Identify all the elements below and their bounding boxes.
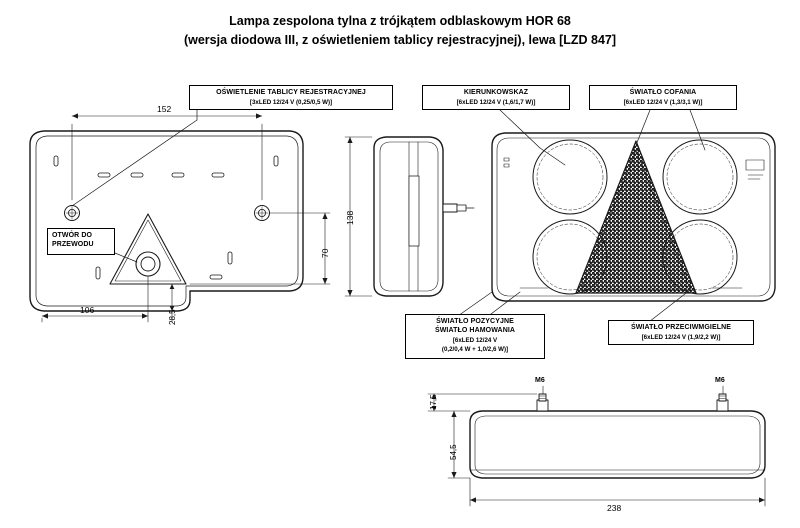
callout-position-light-title: ŚWIATŁO POZYCYJNE bbox=[436, 318, 514, 325]
callout-brake-light-title: ŚWIATŁO HAMOWANIA bbox=[434, 327, 516, 334]
callout-turn-indicator bbox=[422, 85, 570, 110]
label-bolt-left: M6 bbox=[535, 377, 545, 384]
callout-turn-indicator-title: KIERUNKOWSKAZ bbox=[463, 89, 529, 96]
dim-bottom-width: 238 bbox=[607, 503, 622, 513]
dim-width-bottom: 106 bbox=[80, 305, 95, 315]
callout-turn-indicator-spec: [6xLED 12/24 V (1,6/1,7 W)] bbox=[456, 99, 536, 106]
dim-height-right: 70 bbox=[320, 248, 330, 258]
callout-position-brake-spec2: (0,2/0,4 W + 1,0/2,6 W)] bbox=[441, 346, 509, 353]
callout-cable-hole-line2: PRZEWODU bbox=[52, 241, 94, 248]
dim-bottom-height: 54,5 bbox=[449, 444, 458, 460]
lens-front-view bbox=[492, 133, 775, 301]
page-title-line1: Lampa zespolona tylna z trójkątem odblaskowym HOR 68 bbox=[229, 14, 571, 28]
callout-fog-light bbox=[608, 320, 754, 345]
callout-plate-light-spec: [3xLED 12/24 V (0,25/0,5 W)] bbox=[249, 99, 333, 106]
callout-reverse-light-spec: [6xLED 12/24 V (1,3/3,1 W)] bbox=[623, 99, 703, 106]
dim-width-top: 152 bbox=[157, 104, 172, 114]
bottom-view bbox=[428, 386, 765, 506]
callout-reverse-light bbox=[589, 85, 737, 110]
callout-reverse-light-title: ŚWIATŁO COFANIA bbox=[629, 89, 697, 96]
dim-side-height: 138 bbox=[345, 210, 355, 225]
callout-cable-hole-line1: OTWÓR DO bbox=[52, 232, 93, 239]
callout-plate-light-title: OŚWIETLENIE TABLICY REJESTRACYJNEJ bbox=[216, 89, 366, 96]
callout-position-brake-light bbox=[405, 314, 545, 359]
callout-fog-light-spec: [6xLED 12/24 V (1,9/2,2 W)] bbox=[641, 334, 721, 341]
dim-stud-height: 17,5 bbox=[429, 394, 438, 410]
callout-position-brake-spec1: [6xLED 12/24 V bbox=[452, 337, 498, 344]
dim-height-small: 28,5 bbox=[168, 309, 177, 325]
callout-fog-light-title: ŚWIATŁO PRZECIWMGIELNE bbox=[630, 324, 732, 331]
page-title-line2: (wersja diodowa III, z oświetleniem tablicy rejestracyjnej), lewa [LZD 847] bbox=[183, 33, 617, 47]
label-bolt-right: M6 bbox=[715, 377, 725, 384]
callout-plate-light bbox=[189, 85, 393, 110]
callout-cable-hole bbox=[47, 228, 115, 255]
side-profile-view bbox=[345, 137, 474, 296]
